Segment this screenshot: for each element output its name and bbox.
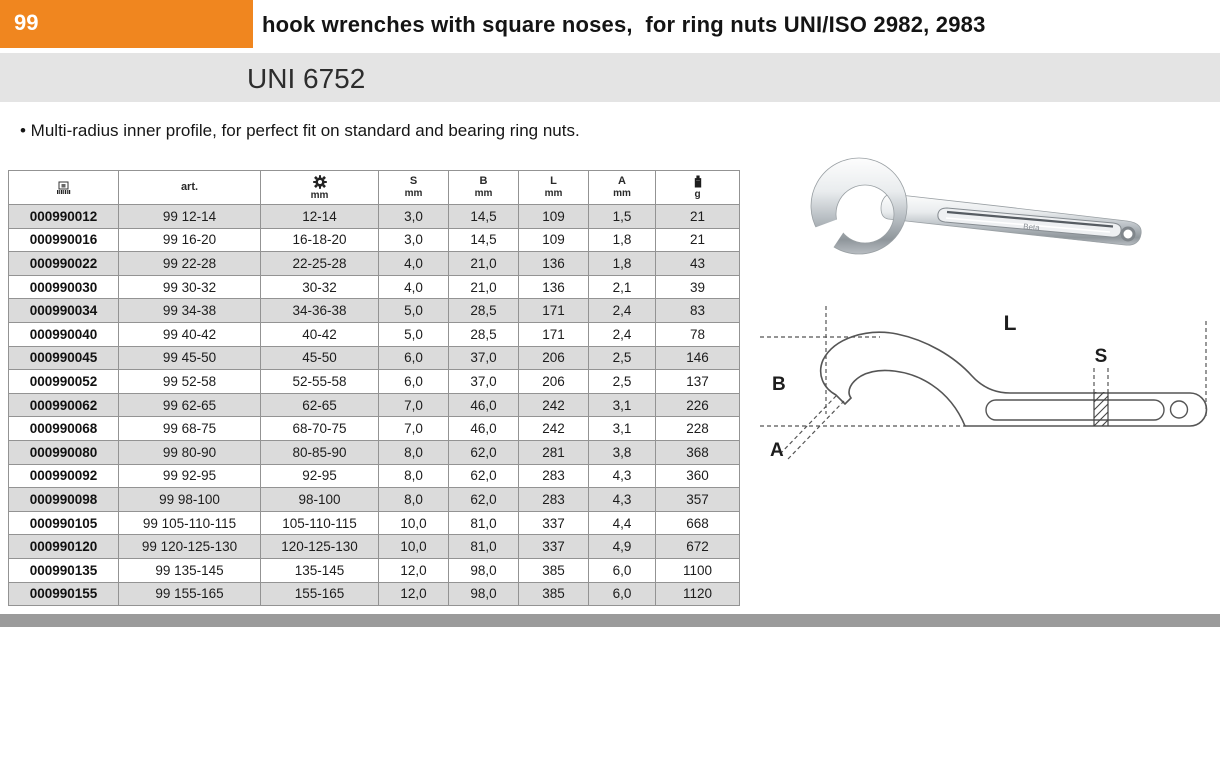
column-unit: g [694, 189, 701, 200]
value-cell: 1,8 [589, 228, 656, 252]
value-cell: 385 [519, 558, 589, 582]
value-cell: 6,0 [379, 370, 449, 394]
diagram-hole [1171, 401, 1188, 418]
photo-marking: Beta [1022, 222, 1041, 233]
value-cell: 3,1 [589, 417, 656, 441]
value-cell: 37,0 [449, 346, 519, 370]
value-cell: 360 [656, 464, 740, 488]
value-cell: 99 155-165 [119, 582, 261, 606]
value-cell: 2,5 [589, 346, 656, 370]
value-cell: 109 [519, 228, 589, 252]
table-row [9, 558, 740, 582]
table-row [9, 582, 740, 606]
value-cell: 1100 [656, 558, 740, 582]
value-cell: 98,0 [449, 582, 519, 606]
value-cell: 7,0 [379, 393, 449, 417]
table-body [9, 205, 740, 606]
column-unit: mm [613, 188, 631, 199]
column-header-a [589, 171, 656, 205]
column-header-code [9, 171, 119, 205]
value-cell: 14,5 [449, 205, 519, 229]
value-cell: 4,0 [379, 252, 449, 276]
value-cell: 109 [519, 205, 589, 229]
table-row [9, 322, 740, 346]
diagram-slot [986, 400, 1164, 420]
value-cell: 8,0 [379, 464, 449, 488]
value-cell: 99 22-28 [119, 252, 261, 276]
value-cell: 99 105-110-115 [119, 511, 261, 535]
column-unit: mm [474, 188, 493, 199]
value-cell: 5,0 [379, 322, 449, 346]
value-cell: 21 [656, 228, 740, 252]
bottom-divider [0, 614, 1220, 627]
diagram-outline [821, 332, 1207, 426]
table-row [9, 228, 740, 252]
value-cell: 43 [656, 252, 740, 276]
table-row [9, 464, 740, 488]
value-cell: 5,0 [379, 299, 449, 323]
value-cell: 45-50 [261, 346, 379, 370]
code-cell: 000990034 [9, 299, 119, 323]
value-cell: 39 [656, 275, 740, 299]
value-cell: 171 [519, 299, 589, 323]
value-cell: 30-32 [261, 275, 379, 299]
value-cell: 281 [519, 440, 589, 464]
table-row [9, 417, 740, 441]
label-b: B [772, 374, 786, 395]
section-hatch [1088, 374, 1114, 440]
value-cell: 155-165 [261, 582, 379, 606]
weight-icon [693, 175, 703, 188]
label-l: L [1003, 312, 1017, 335]
column-header-art [119, 171, 261, 205]
barcode-icon [55, 181, 72, 195]
feature-bullet: • Multi-radius inner profile, for perfect fit on standard and bearing ring nuts. [20, 121, 580, 140]
column-label: B [479, 175, 488, 187]
wrench-photo [795, 156, 1145, 256]
value-cell: 4,0 [379, 275, 449, 299]
value-cell: 3,1 [589, 393, 656, 417]
column-label: A [618, 175, 626, 187]
section-badge [0, 0, 253, 48]
section-number: 99 [14, 10, 39, 35]
column-header-weight [656, 171, 740, 205]
value-cell: 206 [519, 346, 589, 370]
table-row [9, 511, 740, 535]
value-cell: 4,4 [589, 511, 656, 535]
value-cell: 1,5 [589, 205, 656, 229]
column-label: L [550, 175, 557, 187]
table-row [9, 370, 740, 394]
value-cell: 283 [519, 488, 589, 512]
value-cell: 99 52-58 [119, 370, 261, 394]
value-cell: 28,5 [449, 299, 519, 323]
dimension-lines [760, 306, 1206, 459]
value-cell: 368 [656, 440, 740, 464]
column-label: S [409, 175, 418, 187]
table-row [9, 488, 740, 512]
table-row [9, 535, 740, 559]
value-cell: 3,0 [379, 228, 449, 252]
code-cell: 000990155 [9, 582, 119, 606]
value-cell: 6,0 [379, 346, 449, 370]
value-cell: 10,0 [379, 511, 449, 535]
value-cell: 672 [656, 535, 740, 559]
column-header-size [261, 171, 379, 205]
value-cell: 137 [656, 370, 740, 394]
label-a: A [770, 440, 784, 461]
code-cell: 000990052 [9, 370, 119, 394]
value-cell: 52-55-58 [261, 370, 379, 394]
value-cell: 99 120-125-130 [119, 535, 261, 559]
value-cell: 4,3 [589, 464, 656, 488]
value-cell: 1,8 [589, 252, 656, 276]
value-cell: 2,4 [589, 322, 656, 346]
code-cell: 000990068 [9, 417, 119, 441]
value-cell: 226 [656, 393, 740, 417]
value-cell: 81,0 [449, 511, 519, 535]
table-row [9, 393, 740, 417]
value-cell: 99 62-65 [119, 393, 261, 417]
value-cell: 385 [519, 582, 589, 606]
code-cell: 000990120 [9, 535, 119, 559]
dimension-diagram [758, 296, 1216, 474]
code-cell: 000990098 [9, 488, 119, 512]
label-s: S [1094, 346, 1108, 367]
value-cell: 12-14 [261, 205, 379, 229]
value-cell: 6,0 [589, 582, 656, 606]
value-cell: 2,4 [589, 299, 656, 323]
hang-hole [1122, 228, 1134, 240]
product-table [8, 170, 740, 606]
value-cell: 98,0 [449, 558, 519, 582]
code-cell: 000990080 [9, 440, 119, 464]
code-cell: 000990030 [9, 275, 119, 299]
table-row [9, 299, 740, 323]
value-cell: 242 [519, 393, 589, 417]
value-cell: 10,0 [379, 535, 449, 559]
value-cell: 99 40-42 [119, 322, 261, 346]
value-cell: 81,0 [449, 535, 519, 559]
value-cell: 171 [519, 322, 589, 346]
value-cell: 62-65 [261, 393, 379, 417]
value-cell: 68-70-75 [261, 417, 379, 441]
value-cell: 21 [656, 205, 740, 229]
ring-nut-icon [313, 175, 327, 189]
standard-band [0, 53, 1220, 102]
value-cell: 2,1 [589, 275, 656, 299]
value-cell: 12,0 [379, 582, 449, 606]
column-header-l [519, 171, 589, 205]
value-cell: 228 [656, 417, 740, 441]
code-cell: 000990022 [9, 252, 119, 276]
code-cell: 000990062 [9, 393, 119, 417]
value-cell: 21,0 [449, 252, 519, 276]
value-cell: 7,0 [379, 417, 449, 441]
value-cell: 99 68-75 [119, 417, 261, 441]
column-unit: mm [404, 188, 423, 199]
value-cell: 62,0 [449, 464, 519, 488]
column-header-s [379, 171, 449, 205]
value-cell: 4,3 [589, 488, 656, 512]
code-cell: 000990012 [9, 205, 119, 229]
value-cell: 206 [519, 370, 589, 394]
value-cell: 99 80-90 [119, 440, 261, 464]
value-cell: 6,0 [589, 558, 656, 582]
value-cell: 242 [519, 417, 589, 441]
value-cell: 83 [656, 299, 740, 323]
table-header-row [9, 171, 740, 205]
value-cell: 98-100 [261, 488, 379, 512]
column-unit: mm [544, 188, 563, 199]
code-cell: 000990092 [9, 464, 119, 488]
value-cell: 62,0 [449, 440, 519, 464]
value-cell: 337 [519, 535, 589, 559]
value-cell: 34-36-38 [261, 299, 379, 323]
value-cell: 1120 [656, 582, 740, 606]
value-cell: 22-25-28 [261, 252, 379, 276]
value-cell: 12,0 [379, 558, 449, 582]
value-cell: 99 30-32 [119, 275, 261, 299]
column-header-b [449, 171, 519, 205]
value-cell: 62,0 [449, 488, 519, 512]
value-cell: 92-95 [261, 464, 379, 488]
code-cell: 000990045 [9, 346, 119, 370]
page-title: hook wrenches with square noses, for ring nuts UNI/ISO 2982, 2983 [262, 12, 986, 37]
value-cell: 135-145 [261, 558, 379, 582]
table-row [9, 346, 740, 370]
value-cell: 105-110-115 [261, 511, 379, 535]
value-cell: 99 135-145 [119, 558, 261, 582]
value-cell: 120-125-130 [261, 535, 379, 559]
value-cell: 46,0 [449, 393, 519, 417]
standard-label: UNI 6752 [247, 63, 366, 94]
value-cell: 37,0 [449, 370, 519, 394]
value-cell: 283 [519, 464, 589, 488]
value-cell: 4,9 [589, 535, 656, 559]
value-cell: 99 16-20 [119, 228, 261, 252]
value-cell: 99 98-100 [119, 488, 261, 512]
value-cell: 136 [519, 275, 589, 299]
column-unit: mm [310, 189, 329, 201]
code-cell: 000990105 [9, 511, 119, 535]
value-cell: 3,8 [589, 440, 656, 464]
value-cell: 40-42 [261, 322, 379, 346]
value-cell: 28,5 [449, 322, 519, 346]
value-cell: 99 45-50 [119, 346, 261, 370]
value-cell: 21,0 [449, 275, 519, 299]
table-row [9, 252, 740, 276]
code-cell: 000990135 [9, 558, 119, 582]
value-cell: 46,0 [449, 417, 519, 441]
value-cell: 99 92-95 [119, 464, 261, 488]
value-cell: 14,5 [449, 228, 519, 252]
code-cell: 000990040 [9, 322, 119, 346]
value-cell: 357 [656, 488, 740, 512]
value-cell: 2,5 [589, 370, 656, 394]
value-cell: 3,0 [379, 205, 449, 229]
column-label: art. [180, 181, 199, 193]
value-cell: 78 [656, 322, 740, 346]
value-cell: 99 12-14 [119, 205, 261, 229]
value-cell: 668 [656, 511, 740, 535]
value-cell: 16-18-20 [261, 228, 379, 252]
table-row [9, 275, 740, 299]
table-row [9, 440, 740, 464]
value-cell: 146 [656, 346, 740, 370]
value-cell: 8,0 [379, 440, 449, 464]
table-row [9, 205, 740, 229]
value-cell: 80-85-90 [261, 440, 379, 464]
value-cell: 136 [519, 252, 589, 276]
value-cell: 8,0 [379, 488, 449, 512]
code-cell: 000990016 [9, 228, 119, 252]
value-cell: 99 34-38 [119, 299, 261, 323]
value-cell: 337 [519, 511, 589, 535]
